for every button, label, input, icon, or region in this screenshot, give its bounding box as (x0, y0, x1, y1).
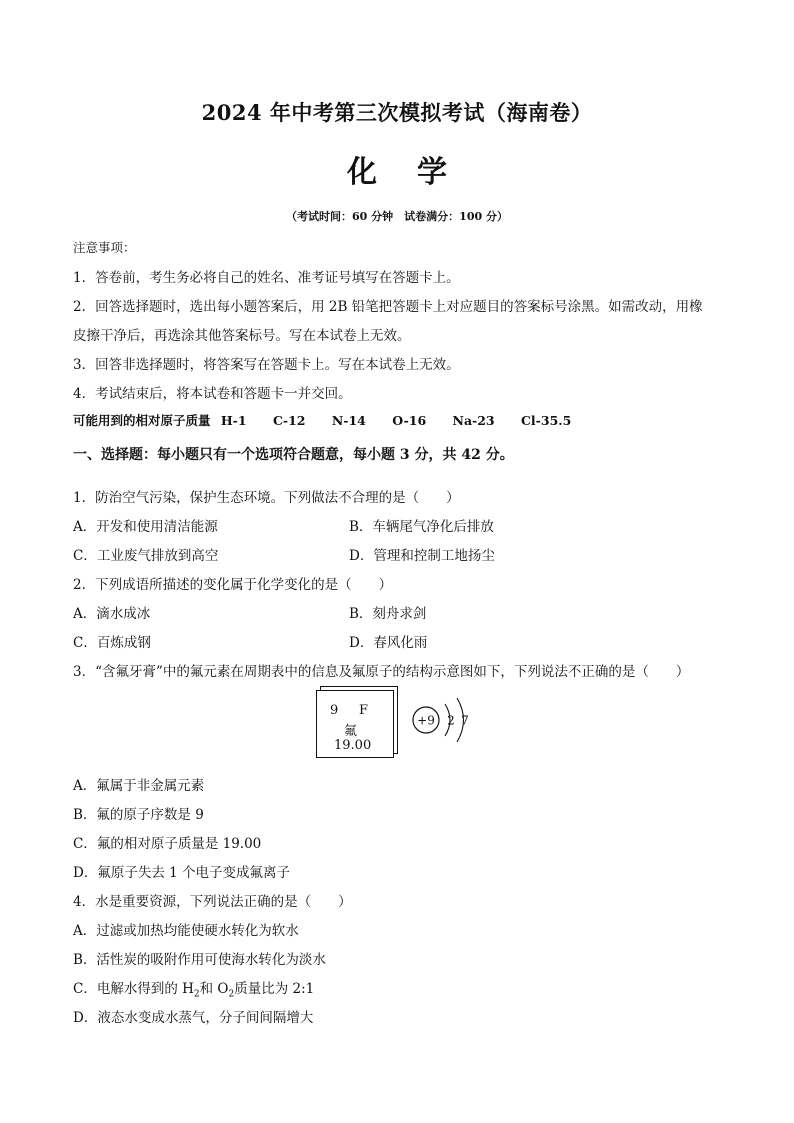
note-3: 3．回答非选择题时，将答案写在答题卡上。写在本试卷上无效。 (73, 357, 460, 373)
q4-option-c-post: 质量比为 2:1 (234, 981, 315, 997)
nucleus-charge: +9 (417, 713, 435, 728)
element-name: 氟 (344, 724, 358, 739)
q3-option-b: B．氟的原子序数是 9 (73, 807, 204, 823)
q3-option-d: D．氟原子失去 1 个电子变成氟离子 (73, 865, 290, 881)
subject-title: 化学 (347, 155, 487, 190)
q1-option-a: A．开发和使用清洁能源 (73, 519, 218, 535)
mass-na: Na-23 (452, 413, 495, 428)
mass-o: O-16 (392, 413, 427, 428)
element-symbol: F (359, 703, 369, 718)
section-1-heading: 一、选择题：每小题只有一个选项符合题意，每小题 3 分，共 42 分。 (73, 447, 514, 463)
fluorine-figure (316, 690, 486, 760)
shell-2-electrons: 7 (461, 713, 469, 728)
q4-option-c-sub2: 2 (228, 989, 235, 1000)
atomic-structure-diagram (410, 696, 480, 752)
q4-option-c-sub1: 2 (193, 989, 200, 1000)
q4-option-c (73, 977, 314, 1000)
atomic-masses (73, 411, 571, 429)
exam-title: 2024 年中考第三次模拟考试（海南卷） (201, 100, 593, 125)
q3-option-a: A．氟属于非金属元素 (73, 778, 205, 794)
q2-option-a: A．滴水成冰 (73, 606, 151, 622)
atomic-mass: 19.00 (334, 738, 372, 753)
q2-option-b: B．刻舟求剑 (349, 606, 427, 622)
q4-option-c-pre: C．电解水得到的 H (73, 981, 194, 997)
q4-option-a: A．过滤或加热均能使硬水转化为软水 (73, 923, 299, 939)
q1-option-d: D．管理和控制工地扬尘 (349, 548, 495, 564)
q1-option-c: C．工业废气排放到高空 (73, 548, 219, 564)
q2-option-d: D．春风化雨 (349, 635, 428, 651)
mass-c: C-12 (272, 413, 306, 428)
q3-stem: 3．“含氟牙膏”中的氟元素在周期表中的信息及氟原子的结构示意图如下，下列说法不正确的是（ ） (73, 664, 690, 680)
mass-n: N-14 (331, 413, 366, 428)
q2-stem: 2．下列成语所描述的变化属于化学变化的是（ ） (73, 577, 393, 593)
note-2: 2．回答选择题时，选出每小题答案后，用 2B 铅笔把答题卡上对应题目的答案标号涂黑。如需改动，用橡 (73, 299, 703, 315)
q2-option-c: C．百炼成钢 (73, 635, 151, 651)
q3-option-c: C．氟的相对原子质量是 19.00 (73, 836, 262, 852)
note-2-cont: 皮擦干净后，再选涂其他答案标号。写在本试卷上无效。 (73, 328, 411, 344)
note-4: 4．考试结束后，将本试卷和答题卡一并交回。 (73, 386, 352, 402)
q4-option-d: D．液态水变成水蒸气，分子间间隔增大 (73, 1010, 314, 1026)
exam-time-score: （考试时间：60 分钟 试卷满分：100 分） (286, 210, 508, 223)
q1-option-b: B．车辆尾气净化后排放 (349, 519, 494, 535)
q4-stem: 4．水是重要资源，下列说法正确的是（ ） (73, 894, 352, 910)
note-1: 1．答卷前，考生务必将自己的姓名、准考证号填写在答题卡上。 (73, 270, 460, 286)
periodic-table-cell (316, 690, 394, 758)
atomic-masses-label: 可能用到的相对原子质量 (73, 413, 211, 428)
atomic-number: 9 (330, 703, 339, 718)
notes-heading: 注意事项： (73, 240, 136, 255)
mass-h: H-1 (220, 413, 247, 428)
mass-cl: Cl-35.5 (520, 413, 572, 428)
q1-stem: 1．防治空气污染，保护生态环境。下列做法不合理的是（ ） (73, 490, 460, 506)
q4-option-c-mid: 和 O (199, 981, 229, 997)
q4-option-b: B．活性炭的吸附作用可使海水转化为淡水 (73, 952, 326, 968)
shell-1-electrons: 2 (447, 713, 455, 728)
